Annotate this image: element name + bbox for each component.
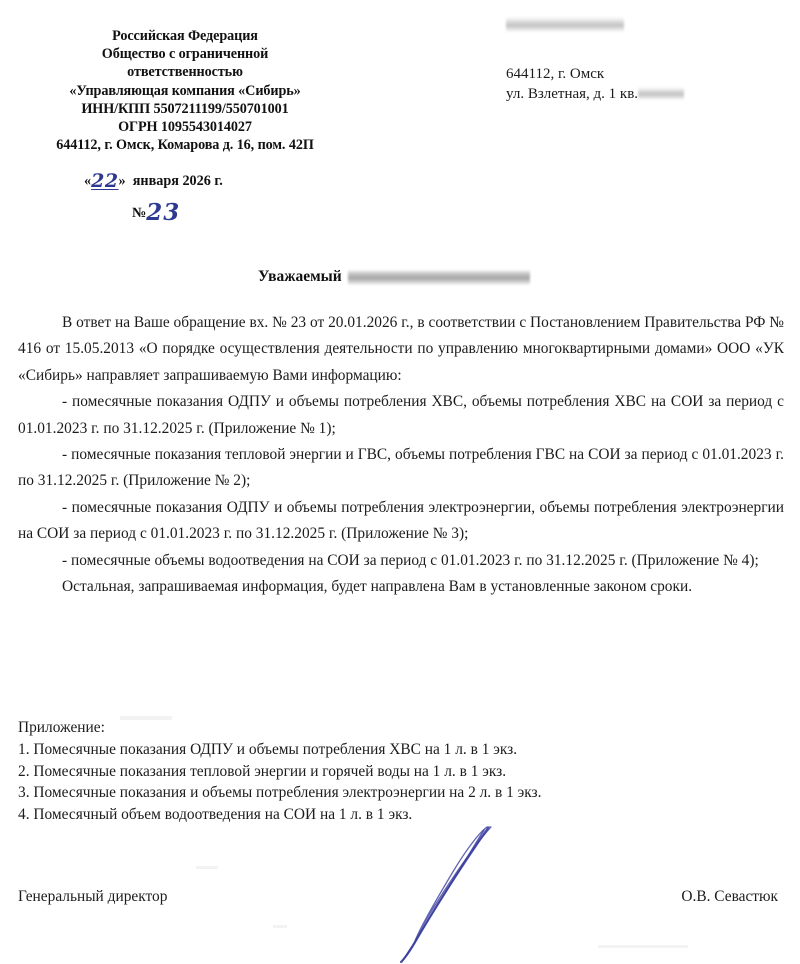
letterhead-line-ogrn: ОГРН 1095543014027 bbox=[118, 119, 252, 136]
addressee-city-line: 644112, г. Омск bbox=[506, 66, 605, 82]
scan-artifact bbox=[196, 866, 218, 869]
addressee-name-line bbox=[506, 14, 684, 64]
letterhead-line-entity-2: ответственностью bbox=[127, 64, 243, 81]
body-paragraph-intro: В ответ на Ваше обращение вх. № 23 от 20.01.2026 г., в соответствии с Постановлением Правительства РФ № 416 от 15.05.2013 «О порядке осуществления деятельности по управлению многоквартирными домами» ООО «УК «Сибирь» направляет запрашиваемую Вами информацию: bbox=[18, 314, 784, 384]
attachment-item: 4. Помесячный объем водоотведения на СОИ на 1 л. в 1 экз. bbox=[18, 805, 413, 823]
number-sign-label: № bbox=[132, 205, 147, 221]
scan-artifact bbox=[273, 925, 287, 928]
body-list-item-1: - помесячные показания ОДПУ и объемы потребления ХВС, объемы потребления ХВС на СОИ за период с 01.01.2023 г. по 31.12.2025 г. (Приложение № 1); bbox=[18, 393, 784, 437]
addressee-street-line bbox=[506, 84, 684, 104]
handwritten-signature bbox=[392, 826, 512, 964]
signer-name: О.В. Севастюк bbox=[681, 888, 778, 905]
scan-artifact bbox=[598, 945, 688, 948]
redaction-bar-addressee-name bbox=[506, 17, 624, 32]
date-and-number-block bbox=[84, 168, 223, 226]
greeting-line bbox=[258, 268, 530, 286]
signer-title: Генеральный директор bbox=[18, 888, 168, 905]
addressee-block bbox=[506, 14, 684, 104]
handwritten-day: 22 bbox=[91, 170, 119, 192]
letterhead-line-entity-1: Общество с ограниченной bbox=[101, 46, 269, 63]
document-month-year: января 2026 г. bbox=[132, 173, 223, 189]
body-list-item-3: - помесячные показания ОДПУ и объемы потребления электроэнергии, объемы потребления электроэнергии на СОИ за период с 01.01.2023 г. по 31.12.2025 г. (Приложение № 3); bbox=[18, 498, 784, 543]
document-number-line bbox=[132, 196, 223, 226]
attachment-item: 3. Помесячные показания и объемы потребления электроэнергии на 2 л. в 1 экз. bbox=[18, 784, 542, 801]
body-list-item-4: - помесячные объемы водоотведения на СОИ за период с 01.01.2023 г. по 31.12.2025 г. (Приложение № 4); bbox=[62, 551, 759, 569]
body-list-item-2: - помесячные показания тепловой энергии и ГВС, объемы потребления ГВС на СОИ за период с 01.01.2023 г. по 31.12.2025 г. (Приложение № 2); bbox=[18, 446, 784, 490]
document-date-line bbox=[84, 168, 223, 190]
attachment-item: 2. Помесячные показания тепловой энергии и горячей воды на 1 л. в 1 экз. bbox=[18, 762, 507, 780]
letterhead-line-country: Российская Федерация bbox=[112, 28, 258, 44]
letter-body bbox=[18, 310, 784, 600]
quote-close: » bbox=[118, 173, 126, 189]
scan-artifact bbox=[120, 716, 172, 720]
body-paragraph-closing: Остальная, запрашиваемая информация, будет направлена Вам в установленные законом сроки. bbox=[62, 578, 693, 596]
attachments-block bbox=[18, 717, 784, 825]
redaction-bar-greeting-name bbox=[348, 270, 530, 285]
addressee-street-text: ул. Взлетная, д. 1 кв. bbox=[506, 86, 639, 102]
letterhead-block bbox=[40, 27, 330, 154]
attachments-heading: Приложение: bbox=[18, 719, 105, 736]
handwritten-document-number: 23 bbox=[146, 199, 181, 226]
letterhead-line-inn-kpp: ИНН/КПП 5507211199/550701001 bbox=[81, 100, 289, 117]
greeting-label: Уважаемый bbox=[258, 268, 342, 285]
letterhead-line-address: 644112, г. Омск, Комарова д. 16, пом. 42П bbox=[56, 137, 314, 154]
letterhead-line-company-name: «Управляющая компания «Сибирь» bbox=[69, 82, 301, 99]
redaction-bar-flat-number bbox=[638, 87, 684, 100]
attachment-item: 1. Помесячные показания ОДПУ и объемы потребления ХВС на 1 л. в 1 экз. bbox=[18, 741, 518, 758]
quote-open: « bbox=[84, 173, 92, 189]
